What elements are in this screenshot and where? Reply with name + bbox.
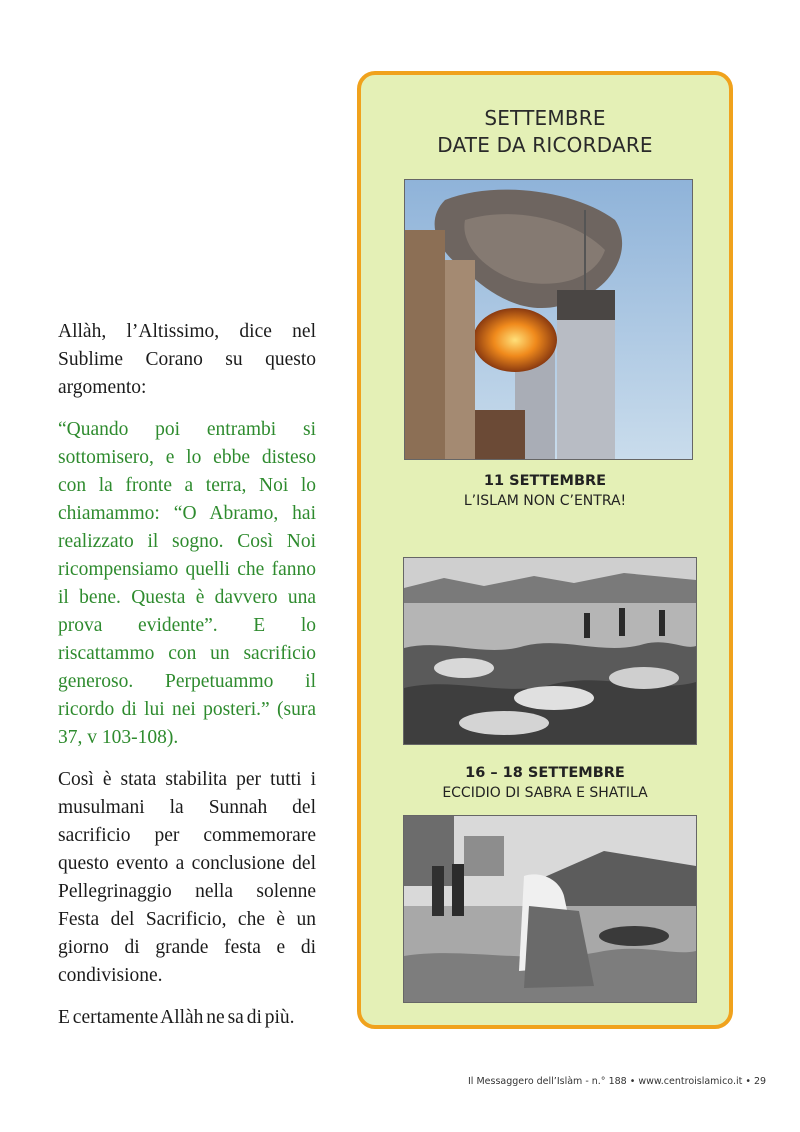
box-title [361,105,729,159]
caption-date: 16 – 18 SETTEMBRE [465,765,625,781]
article-text-column [58,318,316,1046]
caption-subtitle: L’ISLAM NON C’ENTRA! [463,493,627,509]
sabra-shatila-bodies-photo [403,557,697,745]
closing-paragraph: E certamente Allàh ne sa di più. [58,1007,295,1028]
box-title-line1: SETTEMBRE [484,106,606,130]
quran-quote-paragraph: “Quando poi entrambi si sottomisero, e lo ebbe disteso con la fronte a terra, Noi lo chiamammo: “O Abramo, hai realizzato il sogno. Così Noi ricompensiamo quelli che fanno il bene. Questa è davvero una prova evidente”. E lo riscattammo con un sacrificio generoso. Perpetuammo il ricordo di lui nei posteri.” (sura 37, v 103-108). [58,419,316,748]
caption-subtitle: ECCIDIO DI SABRA E SHATILA [442,785,648,801]
page-footer: Il Messaggero dell’Islàm - n.° 188 • www.centroislamico.it • 29 [468,1076,767,1087]
caption-11-september [361,471,729,511]
intro-paragraph: Allàh, l’Altissimo, dice nel Sublime Corano su questo argomento: [58,321,316,398]
september-dates-box [357,71,733,1029]
caption-date: 11 SETTEMBRE [483,473,607,489]
twin-towers-photo [404,179,693,460]
box-title-line2: DATE DA RICORDARE [437,133,653,157]
body-paragraph: Così è stata stabilita per tutti i musulmani la Sunnah del sacrificio per commemorare questo evento a conclusione del Pellegrinaggio nella solenne Festa del Sacrificio, che è un giorno di grande festa e di condivisione. [58,769,316,986]
mourning-woman-photo [403,815,697,1003]
caption-sabra-shatila [361,763,729,803]
